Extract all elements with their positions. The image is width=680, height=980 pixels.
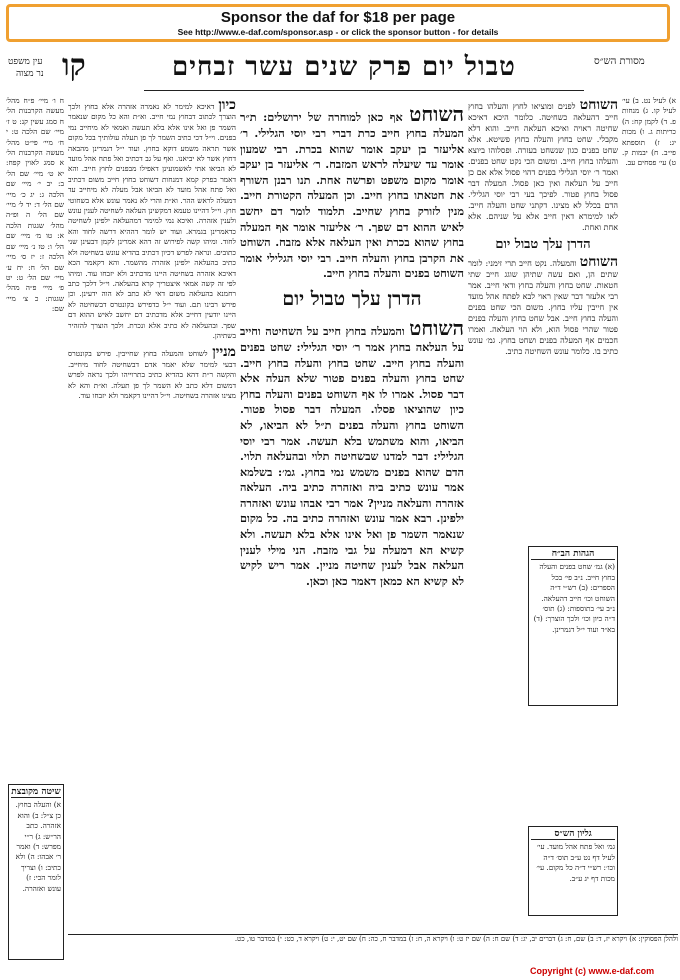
tosafot-text: דאיכא למימר לא נאמרה אזהרה אלא בחוץ ולכך הוצרך לכתוב דבחוץ נמי חייב. וא״ת והא כל מקום שנאמר השמר פן ואל אינו אלא בלא תעשה ואמאי לא מיחייב נמי בפנים. וי״ל דכי כתיב השמר לך פן תעלה עולותיך בכל מקום אשר תראה משמע דוקא בחוץ. ועוד י״ל דגמרינן מהבאה דחוץ אשר לא יביאנו. ואף על גב דכתיב ואל פתח אהל מועד לא הביאו אתי לאשמועינן דאפילו מבפנים לחוץ חייב. והא דאמר בפרק קמא דמנחות דשוחט בחוץ חייב משום דכתיב ואל פתח אהל מועד לא הביאו אבל מעלה לא מיחייב עד דמעלה לראש ההר. וא״ת והרי לא נאמר עונש אלא בשחוטי חוץ. וי״ל דהיינו טעמא דמקשינן העלאה לשחיטה לענין עונש ולענין אזהרה. ואיכא נמי למימר דמהעלאה ילפינן לשחיטה כדאמרינן בגמרא. ועוד יש לומר דההיא דרשה לחוד והא לחוד. ומיהו קשה לפירוש זה דהא אמרינן לקמן דבעינן שני כתובים. ונראה לפרש דכיון דכתיב בהדיא עונש בשחיטה ולא כתיב בהעלאה ילפינן אזהרה מהשמר. והא דקאמר הכא דאיכא אזהרה בשחיטה היינו מדכתיב ולא יזבחו עוד. ומיהו לפי זה קשה אמאי איצטריך קרא בהעלאה. וי״ל דלכך כתב רחמנא בהעלאה משום דאי לא כתב לא הוה ידעינן. וכן פירש רבינו תם. ועוד י״ל כדפירש בקונטרס דבשחיטה לא היינו יודעין דחייב אלא מדכתיב דם יחשב לאיש ההוא דם שפך. ובהעלאה לא כתיב אלא ונכרת. ולכך הוצרך להזהיר בשתיהן. [68,102,236,340]
shita-title: שיטה מקובצת [11,787,61,797]
hagahot-text: (א) גמ׳ שחט בפנים והעלה בחוץ חייב. נ״ב פי׳ בכל הספרים: (ב) רש״י ד״ה השוחט וכו׳ חייב דהעלאה. נ״ב עי׳ בתוספות: (ג) תוס׳ ד״ה כיון וכו׳ ולכך הוצרך: (ד) בא״ד ועוד י״ל דגמרינן. [533,562,615,634]
header-divider [144,90,584,91]
tosafot-section-text: לשוחט והמעלה בחוץ שחייבין. פירש בקונטרס דבעי למימר שלא יאמר אדם דבשחיטה לחוד מיחייב. והקשה ר״ת דהא בהדיא כתיב בתרוייהו ולכך נראה לפרש דמשום דלא כתב לא השמר לך פן תעלה. וא״ת והא לא מצינו אזהרה בשחיטה. וי״ל דהיינו דקאמר ולא יזבחו עוד. [68,349,236,400]
tosafot-column [68,100,236,920]
masoret-hashas-label: מסורת הש״ס [594,56,645,67]
tosafot-section-heading: מניין [212,344,236,361]
hagahot-title: הגהות הב״ח [531,549,615,560]
shita-mekubetzet-box [8,784,64,960]
page-header [4,46,676,90]
rashi-text-2: והמעלה. נקט חייב תרי זימני: לומר שתים הן, ואם עשה שתיהן שוגג חייב שתי חטאות. שחט בחוץ והעלה בחוץ ודאי חייב. אמר רבי אלעזר דבר שאין ראוי לבא לפתח אהל מועד אין חייבין עליו בחוץ. משום הכי שחט בפנים והעלה בחוץ חייב. אבל שחט בחוץ והעלה בפנים פטור שהרי פסול הוא, ולא הוי העלאה. ואמרו חכמים אף המעלה בפנים ושחט בחוץ. גמ׳ עונש כתיב בו. כלומר עונש השחיטה כתיב. [468,259,618,356]
chapter-end-heading: הדרן עלך טבול יום [282,287,422,310]
gemara-text-2: אמר ר׳ יוסי הגלילי: שחט בפנים והעלה בחוץ חייב. שחט בחוץ והעלה בחוץ חייב. שחט בחוץ והעלה בפנים פטור שלא העלה אלא דבר פסול. אמרו לו אף השוחט בפנים והעלה בחוץ כיון שהוציאו פסלו. המעלה דבר פסול פטור. השוחט בחוץ והעלה בפנים ת״ל לא הביאו, לא הביאו, והוא משתמש בלא תעשה. אמר רבי יוסי הגלילי: דבר למדנו שבשחיטה תלוי ובהעלאה תלוי. הדם שהוא בפנים משמש נמי בחוץ. גמ׳: בשלמא אמר עונש כתיב ביה ואזהרה כתיב ביה. העלאה אזהרה והעלאה מניין? אמר רבי אבהו עונש ואזהרה ילפינן. רבא אמר עונש ואזהרה כתיב בה. כל מקום שנאמר השמר פן ואל אינו אלא בלא תעשה. ולא קשיא הא דמעלה על גבי מזבח. הני מילי לענין העלאה אבל לענין שחיטה מניין. אמר ריש לקיש לא קשיא הא כמאן דאמר כאן וכאן. [240,339,464,588]
gilyon-hashas-box [528,826,618,916]
gilyon-text: גמ׳ ואל פתח אהל מועד. עי׳ לעיל דף נט ע״ב תוס׳ ד״ה וכו׳: רש״י ד״ה כל מקום. עי׳ מכות דף יג ע״ב. [536,842,615,883]
copyright-link[interactable]: Copyright (c) www.e-daf.com [530,966,655,976]
rashi-chapter-end: הדרן עלך טבול יום [495,237,591,252]
mishnah-subhead: והמעלה בחוץ חייב על השחיטה וחייב על העלאה בחוץ [240,323,464,354]
tosafot-lead-word: כיון [218,100,236,113]
sponsor-subtitle[interactable]: See http://www.e-daf.com/sponsor.asp - or click the sponsor button - for details [177,27,499,37]
gemara-text-1: אף כאן למוחרה של ירושלים: ת״ר המעלה בחוץ חייב כרת דברי רבי יוסי הגלילי. ר׳ אליעזר בן יעקב אומר שהוא בכרת. רבי שמעון אומר עד שיעלה לראש המזבח. ר׳ אליעזר בן יעקב אומר מקום משפט ופרשה אחת. תנו רבנן השורף את חטאתו בחוץ חייב. וכן המעלה הקטורת חייב. מנין לזורק בחוץ שחייב. תלמוד לומר דם יחשב לאיש ההוא דם שפך. ר׳ אליעזר אומר אף המעלה בחוץ שהוא בכרת ואין העלאה אלא מזבח. השוחט את הקרבן בחוץ והעלה חייב. רבי יוסי הגלילי אומר השוחט בפנים והעלה בחוץ חייב. [240,110,464,281]
torah-or-footnotes [68,934,678,961]
ein-mishpat-text: ח ו׳ מיי׳ פ״ח מהל׳ מעשה הקרבנות הל׳ ח סמג עשין קנ: ט ז׳ מיי׳ שם הלכה ט: י ח׳ מיי׳ פי״ט מהל׳ מעשה הקרבנות הל׳ א סמג לאוין קפח: יא ט׳ מיי׳ שם הל׳ ב: יב י׳ מיי׳ שם הלכה ג: יג כ׳ מיי׳ שם הל׳ ד: יד ל׳ מיי׳ שם הל׳ ה ופ״ה מהל׳ שגגות הלכה א: טו מ׳ מיי׳ שם הל׳ ו: טז נ׳ מיי׳ שם הלכה ז: יז ס׳ מיי׳ שם הל׳ ח: יח ע׳ מיי׳ שם הל׳ ט: יט פ׳ מיי׳ פ״ה מהל׳ שגגות: כ צ׳ מיי׳ שם: [6,96,64,314]
gilyon-title: גליון הש״ס [531,829,615,840]
masoret-hashas-column [622,96,676,956]
gemara-column [240,102,464,962]
page-number: קו [62,48,86,83]
talmud-page [4,46,676,962]
page-title: טבול יום פרק שנים עשר זבחים [172,52,516,82]
sponsor-banner[interactable] [6,4,670,42]
ein-mishpat-label: עין משפט [8,57,43,67]
gemara-lead-word: השוחט [409,102,464,126]
hagahot-habach-box [528,546,618,706]
rashi-lead-word-2: השוחט [579,254,618,270]
masoret-hashas-text: א) לעיל נט. ב) עי׳ לעיל קו. ג) מנחות פ. ד) לקמן קח: ה) כריתות ג. ו) מכות יג: ז) תוספתא פי״ב. ח) יבמות ק. ט) עי׳ פסחים עב. [622,96,676,168]
shita-text: א) והעלה בחוץ. כן צ״ל: ב) והוא אזהרה. כתב הר״ש: ג) ר״י מפרש: ד) ואמר ר׳ אבהו: ה) ולא כתיב: ו) וצריך לומר הכי: ז) עונש ואזהרה. [15,800,61,893]
ner-mitzvah-label: נר מצוה [16,69,44,79]
footnotes-text: ולהלן הפסוקין: א) ויקרא יז, ד: ב) שם, ח: ג) דברים יב, יג: ד) שם ח: ה) שם יז ט: ו) ויקרא ה, ח: ז) במדבר ח, כה: ח) שם יט, י: ט) ויקרא ד, כט: י) במדבר טו, כט. [234,935,678,943]
mishnah-lead-word: השוחט [409,315,464,340]
rashi-text-1: לפנים ומוציאו לחוץ והעלהו בחוץ חייב דהעלאה כשחיטה. כלומר היכא דאיכא שחיטה ראויה ואיכא העלאה חייב. והוא דלא מקבלי. שחט בחוץ והעלה בחוץ פשיטא. אלא שחט בפנים כגון שנשחט בעזרה. ופסלוהו ביוצא והעלהו בחוץ חייב. ומשום הכי נקט שחט בפנים. ואמר ר׳ יוסי הגלילי בפנים דהוי פסול אלא אם כן חייב על העלאה ואין כאן פסול. המעלה דבר פסול בחוץ פטור. לפיכך בעי רבי יוסי הגלילי. הדם בכלל לא מצינו. דקתני שחט והעלה חייב. לאו למימרא דאין חייב אלא על שניהם. אלא אחת ואחת. [468,102,618,232]
sponsor-title[interactable]: Sponsor the daf for $18 per page [220,9,456,26]
rashi-lead-word: השוחט [579,100,618,113]
